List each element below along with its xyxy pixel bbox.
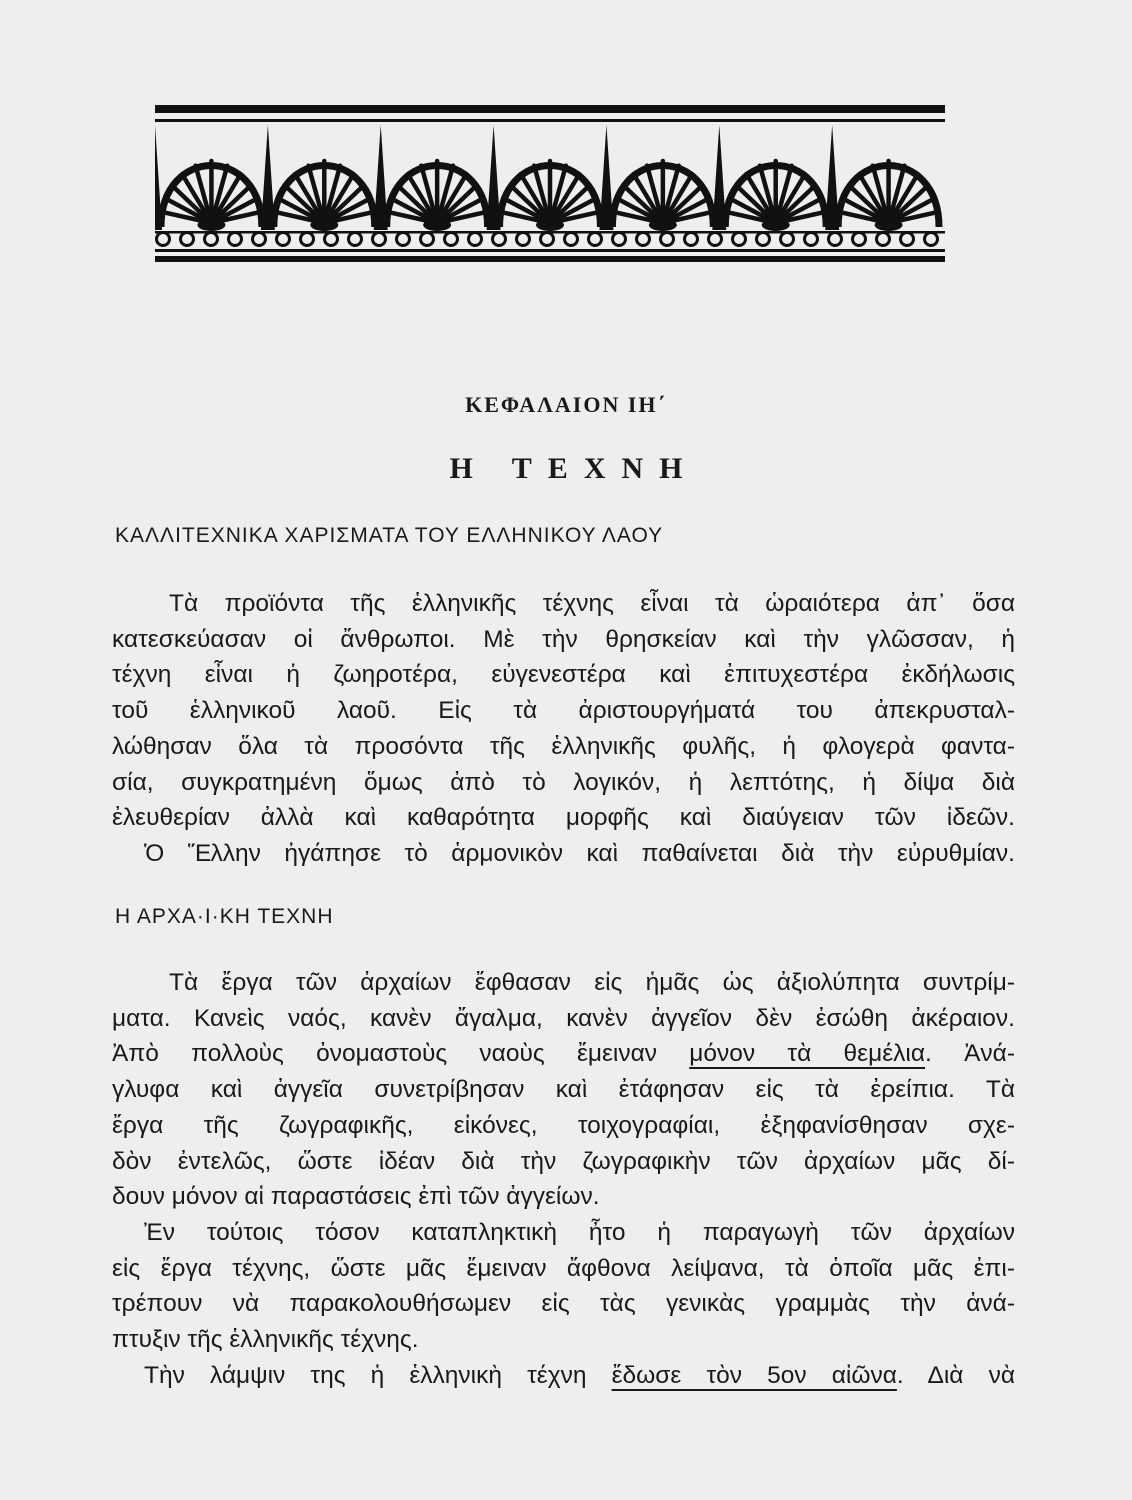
text-line: γλυφα καὶ ἀγγεῖα συνετρίβησαν καὶ ἐτάφησαν εἰς τὰ ἐρείπια. Τὰ [112, 1076, 1015, 1104]
scroll-curl [901, 233, 914, 246]
scroll-curl [589, 233, 602, 246]
palmette-row [155, 125, 939, 231]
text-line: εἰς ἔργα τέχνης, ὥστε μᾶς ἔμειναν ἄφθονα λείψανα, τὰ ὁποῖα μᾶς ἐπι- [112, 1254, 1015, 1282]
text-fragment: Ἀπὸ πολλοὺς ὀνομαστοὺς ναοὺς ἔμειναν [112, 1040, 658, 1068]
scroll-curl [709, 233, 722, 246]
scroll-curl [421, 233, 434, 246]
scroll-curl [661, 233, 674, 246]
text-line: Τὰ προϊόντα τῆς ἑλληνικῆς τέχνης εἶναι τὰ ὡραιότερα ἀπ᾽ ὅσα [169, 590, 1015, 617]
text-line: τοῦ ἑλληνικοῦ λαοῦ. Εἰς τὰ ἀριστουργήματά του ἀπεκρυσταλ- [112, 697, 1015, 725]
scroll-curl [373, 233, 386, 246]
scroll-curl [829, 233, 842, 246]
text-line: τέχνη εἶναι ἡ ζωηροτέρα, εὐγενεστέρα καὶ ἐπιτυχεστέρα ἐκδήλωσις [112, 661, 1015, 689]
scroll-curl [637, 233, 650, 246]
text-line: δὸν ἐντελῶς, ὥστε ἰδέαν διὰ τὴν ζωγραφικὴν τῶν ἀρχαίων μᾶς δί- [112, 1147, 1015, 1175]
scroll-curl [469, 233, 482, 246]
scroll-curl [397, 233, 410, 246]
text-line: πτυξιν τῆς ἑλληνικῆς τέχνης. [112, 1326, 419, 1354]
scroll-curl [757, 233, 770, 246]
scroll-curl [325, 233, 338, 246]
scroll-curl [781, 233, 794, 246]
scroll-curl [205, 233, 218, 246]
scroll-curl [253, 233, 266, 246]
scroll-curl [517, 233, 530, 246]
scroll-curl [877, 233, 890, 246]
scroll-curl [277, 233, 290, 246]
section-heading-archaic-art: Η ΑΡΧΑ·Ι·ΚΗ ΤΕΧΝΗ [115, 905, 334, 928]
scroll-curl [613, 233, 626, 246]
underlined-phrase: ἔδωσε τὸν 5ον αἰῶνα [611, 1361, 897, 1389]
text-line [112, 1036, 1015, 1072]
text-line: σία, συγκρατημένη ὅμως ἀπὸ τὸ λογικόν, ἡ λεπτότης, ἡ δίψα διὰ [112, 768, 1015, 796]
scroll-curl [925, 233, 938, 246]
scroll-curl [565, 233, 578, 246]
scroll-curl [493, 233, 506, 246]
text-fragment: Τὴν λάμψιν της ἡ ἑλληνικὴ τέχνη [144, 1361, 587, 1389]
text-line [112, 1358, 1015, 1394]
anthemion-frieze-ornament [155, 105, 945, 265]
scroll-curl [445, 233, 458, 246]
palmette [825, 125, 939, 231]
text-fragment: . Ἀνά- [925, 1040, 1015, 1068]
text-line: κατεσκεύασαν οἱ ἄνθρωποι. Μὲ τὴν θρησκείαν καὶ τὴν γλῶσσαν, ἡ [112, 625, 1015, 653]
scroll-curl [301, 233, 314, 246]
text-line: Τὰ ἔργα τῶν ἀρχαίων ἔφθασαν εἰς ἡμᾶς ὡς ἀξιολύπητα συντρίμ- [169, 969, 1015, 996]
text-line: ἐλευθερίαν ἀλλὰ καὶ καθαρότητα μορφῆς καὶ διαύγειαν τῶν ἰδεῶν. [112, 804, 1015, 832]
chapter-number: ΚΕΦΑΛΑΙΟΝ ΙΗ΄ [465, 392, 667, 417]
palmette [487, 125, 601, 231]
scroll-curl [853, 233, 866, 246]
palmette [712, 125, 826, 231]
scroll-curl [733, 233, 746, 246]
palmette [599, 125, 713, 231]
text-line: λώθησαν ὅλα τὰ προσόντα τῆς ἑλληνικῆς φυλῆς, ἡ φλογερὰ φαντα- [112, 732, 1015, 760]
scroll-curl [229, 233, 242, 246]
scroll-band [155, 231, 945, 246]
text-line: ἔργα τῆς ζωγραφικῆς, εἰκόνες, τοιχογραφίαι, ἐξηφανίσθησαν σχε- [112, 1111, 1015, 1139]
scroll-curl [685, 233, 698, 246]
section-heading-artistic-gifts: ΚΑΛΛΙΤΕΧΝΙΚΑ ΧΑΡΙΣΜΑΤΑ ΤΟΥ ΕΛΛΗΝΙΚΟΥ ΛΑΟΥ [115, 524, 664, 547]
text-line: τρέπουν νὰ παρακολουθήσωμεν εἰς τὰς γενικὰς γραμμὰς τὴν ἀνά- [112, 1290, 1015, 1318]
paragraph-archaic-art [112, 965, 1015, 1393]
text-line: Ὁ Ἕλλην ἠγάπησε τὸ ἁρμονικὸν καὶ παθαίνεται διὰ τὴν εὐρυθμίαν. [144, 839, 1015, 867]
palmette [261, 125, 375, 231]
text-line: ματα. Κανεὶς ναός, κανὲν ἄγαλμα, κανὲν ἀγγεῖον δὲν ἐσώθη ἀκέραιον. [112, 1004, 1015, 1032]
palmette [374, 125, 488, 231]
scroll-curl [805, 233, 818, 246]
text-fragment: . Διὰ νὰ [896, 1361, 1015, 1389]
scroll-curl [181, 233, 194, 246]
text-line: δουν μόνον αἱ παραστάσεις ἐπὶ τῶν ἀγγείων. [112, 1183, 600, 1211]
underlined-phrase: μόνον τὰ θεμέλια [689, 1040, 925, 1068]
scroll-curl [157, 233, 170, 246]
scroll-curl [541, 233, 554, 246]
paragraph-artistic-gifts [112, 586, 1015, 872]
scroll-curl [349, 233, 362, 246]
chapter-title: Η ΤΕΧΝΗ [449, 452, 699, 485]
palmette [155, 125, 262, 231]
text-line: Ἐν τούτοις τόσον καταπληκτικὴ ἦτο ἡ παραγωγὴ τῶν ἀρχαίων [144, 1218, 1015, 1246]
